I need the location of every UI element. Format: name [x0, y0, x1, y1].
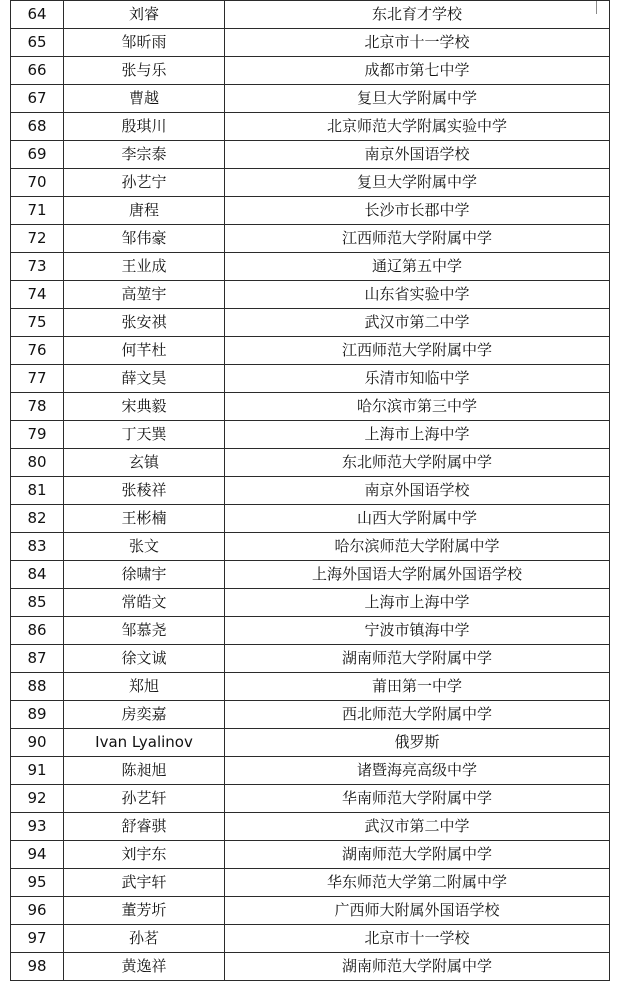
student-name-cell: 徐文诚	[64, 645, 225, 673]
rank-cell: 70	[11, 169, 64, 197]
rank-cell: 92	[11, 785, 64, 813]
student-name-cell: 何芊杜	[64, 337, 225, 365]
student-name-cell: 陈昶旭	[64, 757, 225, 785]
school-cell: 湖南师范大学附属中学	[225, 841, 610, 869]
rank-cell: 94	[11, 841, 64, 869]
rank-cell: 71	[11, 197, 64, 225]
results-table-body	[11, 1, 610, 981]
rank-cell: 64	[11, 1, 64, 29]
student-name-cell: 刘宇东	[64, 841, 225, 869]
school-cell: 山东省实验中学	[225, 281, 610, 309]
school-cell: 复旦大学附属中学	[225, 85, 610, 113]
table-row	[11, 673, 610, 701]
table-row	[11, 85, 610, 113]
school-cell: 华东师范大学第二附属中学	[225, 869, 610, 897]
student-name-cell: 邹昕雨	[64, 29, 225, 57]
school-cell: 哈尔滨师范大学附属中学	[225, 533, 610, 561]
student-name-cell: 孙艺宁	[64, 169, 225, 197]
school-cell: 南京外国语学校	[225, 477, 610, 505]
table-row	[11, 253, 610, 281]
rank-cell: 91	[11, 757, 64, 785]
rank-cell: 82	[11, 505, 64, 533]
student-name-cell: 王业成	[64, 253, 225, 281]
rank-cell: 84	[11, 561, 64, 589]
table-row	[11, 505, 610, 533]
table-row	[11, 449, 610, 477]
school-cell: 东北育才学校	[225, 1, 610, 29]
school-cell: 东北师范大学附属中学	[225, 449, 610, 477]
table-row	[11, 925, 610, 953]
table-row	[11, 29, 610, 57]
school-cell: 诸暨海亮高级中学	[225, 757, 610, 785]
school-cell: 北京市十一学校	[225, 925, 610, 953]
table-row	[11, 309, 610, 337]
rank-cell: 75	[11, 309, 64, 337]
school-cell: 上海市上海中学	[225, 589, 610, 617]
rank-cell: 86	[11, 617, 64, 645]
rank-cell: 98	[11, 953, 64, 981]
rank-cell: 89	[11, 701, 64, 729]
school-cell: 北京市十一学校	[225, 29, 610, 57]
student-name-cell: 房奕嘉	[64, 701, 225, 729]
school-cell: 江西师范大学附属中学	[225, 225, 610, 253]
school-cell: 成都市第七中学	[225, 57, 610, 85]
school-cell: 武汉市第二中学	[225, 309, 610, 337]
student-name-cell: 孙艺轩	[64, 785, 225, 813]
table-row	[11, 113, 610, 141]
rank-cell: 69	[11, 141, 64, 169]
rank-cell: 79	[11, 421, 64, 449]
school-cell: 哈尔滨市第三中学	[225, 393, 610, 421]
rank-cell: 73	[11, 253, 64, 281]
rank-cell: 68	[11, 113, 64, 141]
table-row	[11, 589, 610, 617]
table-row	[11, 57, 610, 85]
table-row	[11, 141, 610, 169]
student-name-cell: 张文	[64, 533, 225, 561]
student-name-cell: 曹越	[64, 85, 225, 113]
table-row	[11, 477, 610, 505]
student-name-cell: 薛文昊	[64, 365, 225, 393]
school-cell: 俄罗斯	[225, 729, 610, 757]
student-name-cell: 丁天巽	[64, 421, 225, 449]
school-cell: 湖南师范大学附属中学	[225, 645, 610, 673]
student-name-cell: 王彬楠	[64, 505, 225, 533]
table-row	[11, 1, 610, 29]
school-cell: 上海外国语大学附属外国语学校	[225, 561, 610, 589]
student-name-cell: 宋典毅	[64, 393, 225, 421]
student-name-cell: 武宇轩	[64, 869, 225, 897]
rank-cell: 74	[11, 281, 64, 309]
rank-cell: 76	[11, 337, 64, 365]
school-cell: 西北师范大学附属中学	[225, 701, 610, 729]
rank-cell: 83	[11, 533, 64, 561]
rank-cell: 97	[11, 925, 64, 953]
student-name-cell: 刘睿	[64, 1, 225, 29]
student-name-cell: 玄镇	[64, 449, 225, 477]
student-name-cell: 黄逸祥	[64, 953, 225, 981]
school-cell: 长沙市长郡中学	[225, 197, 610, 225]
table-row	[11, 337, 610, 365]
table-row	[11, 169, 610, 197]
school-cell: 南京外国语学校	[225, 141, 610, 169]
school-cell: 北京师范大学附属实验中学	[225, 113, 610, 141]
student-name-cell: 殷琪川	[64, 113, 225, 141]
student-name-cell: 李宗泰	[64, 141, 225, 169]
table-row	[11, 841, 610, 869]
rank-cell: 77	[11, 365, 64, 393]
rank-cell: 66	[11, 57, 64, 85]
rank-cell: 85	[11, 589, 64, 617]
table-row	[11, 197, 610, 225]
table-row	[11, 645, 610, 673]
rank-cell: 88	[11, 673, 64, 701]
rank-cell: 65	[11, 29, 64, 57]
results-table	[10, 0, 610, 981]
school-cell: 江西师范大学附属中学	[225, 337, 610, 365]
school-cell: 乐清市知临中学	[225, 365, 610, 393]
student-name-cell: 高堃宇	[64, 281, 225, 309]
rank-cell: 95	[11, 869, 64, 897]
student-name-cell: 董芳圻	[64, 897, 225, 925]
student-name-cell: 孙茗	[64, 925, 225, 953]
table-row	[11, 365, 610, 393]
rank-cell: 72	[11, 225, 64, 253]
school-cell: 华南师范大学附属中学	[225, 785, 610, 813]
school-cell: 上海市上海中学	[225, 421, 610, 449]
school-cell: 通辽第五中学	[225, 253, 610, 281]
table-row	[11, 953, 610, 981]
rank-cell: 67	[11, 85, 64, 113]
table-row	[11, 281, 610, 309]
school-cell: 山西大学附属中学	[225, 505, 610, 533]
rank-cell: 93	[11, 813, 64, 841]
table-row	[11, 785, 610, 813]
rank-cell: 90	[11, 729, 64, 757]
table-row	[11, 897, 610, 925]
table-row	[11, 813, 610, 841]
student-name-cell: 邹慕尧	[64, 617, 225, 645]
table-row	[11, 393, 610, 421]
student-name-cell: 常皓文	[64, 589, 225, 617]
student-name-cell: 徐啸宇	[64, 561, 225, 589]
student-name-cell: 张稜祥	[64, 477, 225, 505]
rank-cell: 87	[11, 645, 64, 673]
school-cell: 广西师大附属外国语学校	[225, 897, 610, 925]
table-row	[11, 533, 610, 561]
table-row	[11, 561, 610, 589]
table-row	[11, 757, 610, 785]
rank-cell: 80	[11, 449, 64, 477]
school-cell: 复旦大学附属中学	[225, 169, 610, 197]
school-cell: 武汉市第二中学	[225, 813, 610, 841]
table-row	[11, 617, 610, 645]
student-name-cell: 张与乐	[64, 57, 225, 85]
student-name-cell: 唐程	[64, 197, 225, 225]
table-row	[11, 701, 610, 729]
student-name-cell: 郑旭	[64, 673, 225, 701]
student-name-cell: 邹伟豪	[64, 225, 225, 253]
table-row	[11, 225, 610, 253]
table-row	[11, 869, 610, 897]
student-name-cell: 舒睿骐	[64, 813, 225, 841]
student-name-cell: 张安祺	[64, 309, 225, 337]
school-cell: 湖南师范大学附属中学	[225, 953, 610, 981]
school-cell: 莆田第一中学	[225, 673, 610, 701]
rank-cell: 78	[11, 393, 64, 421]
rank-cell: 96	[11, 897, 64, 925]
rank-cell: 81	[11, 477, 64, 505]
table-row	[11, 729, 610, 757]
table-row	[11, 421, 610, 449]
student-name-cell: Ivan Lyalinov	[64, 729, 225, 757]
school-cell: 宁波市镇海中学	[225, 617, 610, 645]
